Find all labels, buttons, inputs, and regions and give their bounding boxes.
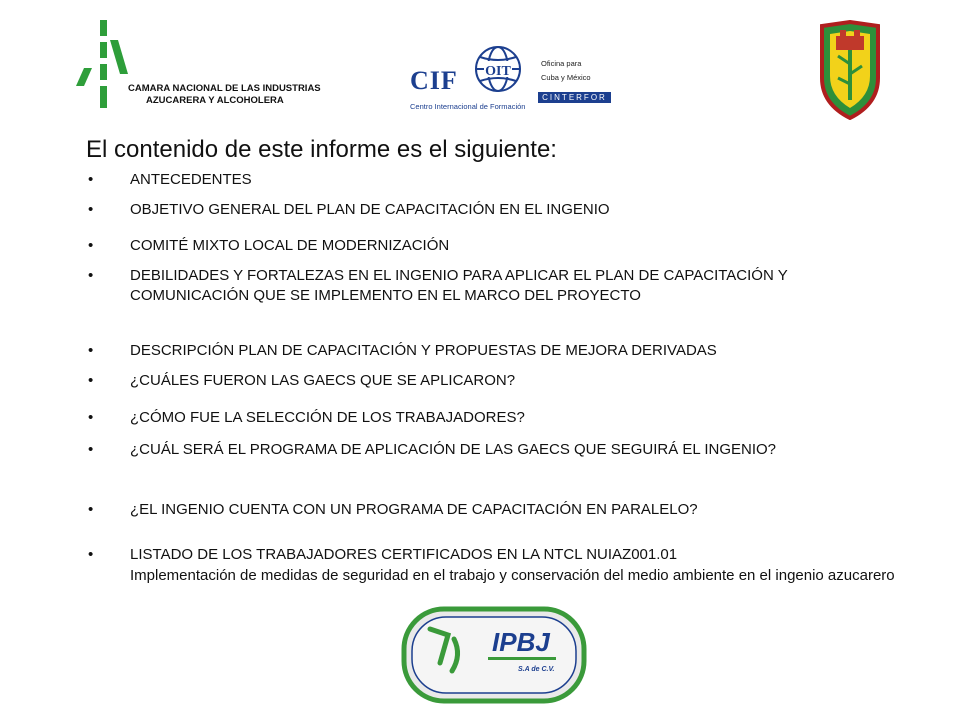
- bullet: •: [88, 409, 94, 426]
- cinterfor-badge: CINTERFOR: [538, 92, 611, 103]
- bullet: •: [88, 441, 94, 458]
- page-title: El contenido de este informe es el siguiente:: [86, 136, 557, 163]
- cif-subtitle: Centro Internacional de Formación: [410, 102, 526, 111]
- list-item-text: COMITÉ MIXTO LOCAL DE MODERNIZACIÓN: [130, 237, 450, 254]
- bullet: •: [88, 201, 94, 218]
- list-item-text: ¿CUÁL SERÁ EL PROGRAMA DE APLICACIÓN DE LAS GAECS QUE SEGUIRÁ EL INGENIO?: [130, 441, 777, 458]
- list-item-text: ¿EL INGENIO CUENTA CON UN PROGRAMA DE CAPACITACIÓN EN PARALELO?: [130, 501, 698, 518]
- list-item-text: ¿CÓMO FUE LA SELECCIÓN DE LOS TRABAJADORES?: [130, 409, 525, 426]
- ipbj-sub: S.A de C.V.: [518, 666, 555, 673]
- bullet: •: [88, 501, 94, 518]
- cnia-line-1: CAMARA NACIONAL DE LAS INDUSTRIAS: [128, 83, 321, 94]
- list-item-text: DEBILIDADES Y FORTALEZAS EN EL INGENIO PARA APLICAR EL PLAN DE CAPACITACIÓN Y COMUNICACIÓN QUE SE IMPLEMENTO EN EL MARCO DEL PROYECTO: [130, 267, 788, 304]
- bullet: •: [88, 171, 94, 188]
- bullet: •: [88, 546, 94, 563]
- list-item-text: ANTECEDENTES: [130, 171, 252, 188]
- bullet: •: [88, 267, 94, 284]
- list-item-text: DESCRIPCIÓN PLAN DE CAPACITACIÓN Y PROPUESTAS DE MEJORA DERIVADAS: [130, 342, 717, 359]
- cnia-line-2: AZUCARERA Y ALCOHOLERA: [146, 95, 284, 106]
- list-item-text: OBJETIVO GENERAL DEL PLAN DE CAPACITACIÓN EN EL INGENIO: [130, 201, 610, 218]
- cnia-name: [128, 83, 321, 107]
- oit-office-line-2: Cuba y México: [541, 73, 591, 82]
- cif-wordmark: CIF: [410, 66, 458, 95]
- bullet: •: [88, 342, 94, 359]
- bullet: •: [88, 237, 94, 254]
- list-item-text: ¿CUÁLES FUERON LAS GAECS QUE SE APLICARON?: [130, 372, 516, 389]
- list-item-subtext: Implementación de medidas de seguridad en el trabajo y conservación del medio ambiente en el ingenio azucarero: [130, 567, 895, 584]
- bullet: •: [88, 372, 94, 389]
- mill-shield-icon: [818, 20, 882, 120]
- ipbj-name: IPBJ: [492, 627, 550, 657]
- oit-text: OIT: [485, 64, 511, 79]
- list-item-text: LISTADO DE LOS TRABAJADORES CERTIFICADOS EN LA NTCL NUIAZ001.01: [130, 546, 678, 563]
- oit-office-line-1: Oficina para: [541, 59, 582, 68]
- ipbj-logo: [400, 605, 588, 705]
